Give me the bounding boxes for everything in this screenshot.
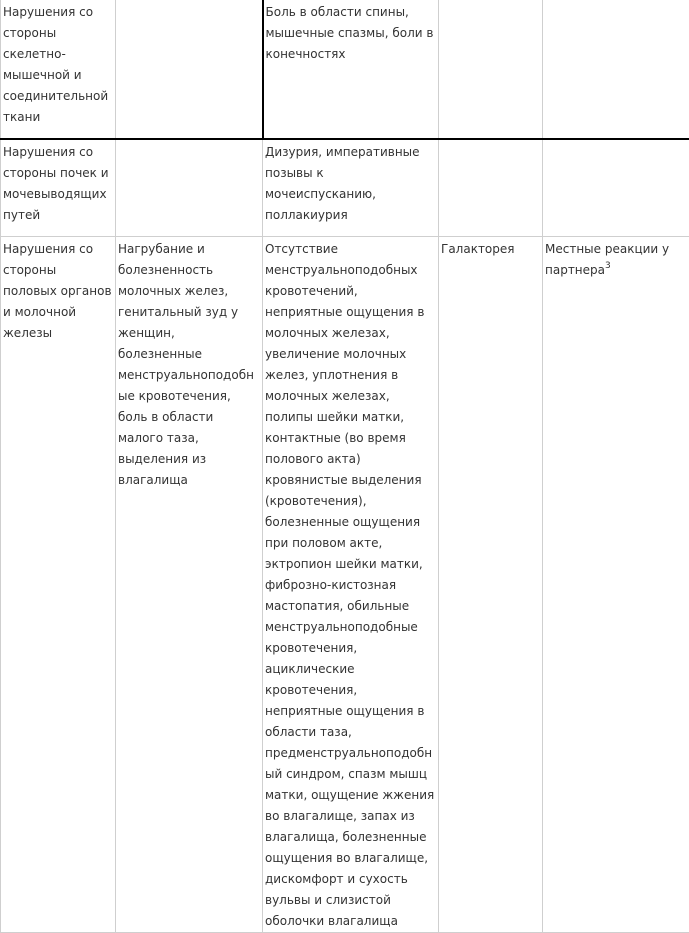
frequency-cell	[116, 0, 263, 139]
frequency-cell	[543, 237, 689, 933]
organ-system-cell: Нарушения со стороны половых органов и молочной железы	[1, 237, 116, 933]
frequency-cell: Дизурия, императивные позывы к мочеиспусканию, поллакиурия	[263, 139, 439, 237]
frequency-cell: Отсутствие менструальноподобных кровотечений, неприятные ощущения в молочных железах, увеличение молочных желез, уплотнения в молочных железах, полипы шейки матки, контактные (во время полового акта) кровянистые выделения (кровотечения), болезненные ощущения при половом акте, эктропион шейки матки, фиброзно-кистозная мастопатия, обильные менструальноподобные кровотечения, ациклические кровотечения, неприятные ощущения в области таза, предменструальноподобный синдром, спазм мышц матки, ощущение жжения во влагалище, запах из влагалища, болезненные ощущения во влагалище, дискомфорт и сухость вульвы и слизистой оболочки влагалища	[263, 237, 439, 933]
frequency-cell: Боль в области спины, мышечные спазмы, боли в конечностях	[263, 0, 439, 139]
frequency-cell: Галакторея	[439, 237, 543, 933]
frequency-cell: Нагрубание и болезненность молочных желез, генитальный зуд у женщин, болезненные менструальноподобные кровотечения, боль в области малого таза, выделения из влагалища	[116, 237, 263, 933]
table-row	[1, 237, 689, 933]
frequency-cell	[116, 139, 263, 237]
frequency-cell	[439, 0, 543, 139]
organ-system-cell: Нарушения со стороны почек и мочевыводящих путей	[1, 139, 116, 237]
frequency-cell	[543, 0, 689, 139]
organ-system-cell: Нарушения со стороны скелетно-мышечной и соединительной ткани	[1, 0, 116, 139]
footnote-marker: 3	[605, 261, 611, 271]
cell-text: Местные реакции у партнера	[545, 242, 669, 277]
frequency-cell	[543, 139, 689, 237]
table-row	[1, 0, 689, 139]
table-row	[1, 139, 689, 237]
frequency-cell	[439, 139, 543, 237]
